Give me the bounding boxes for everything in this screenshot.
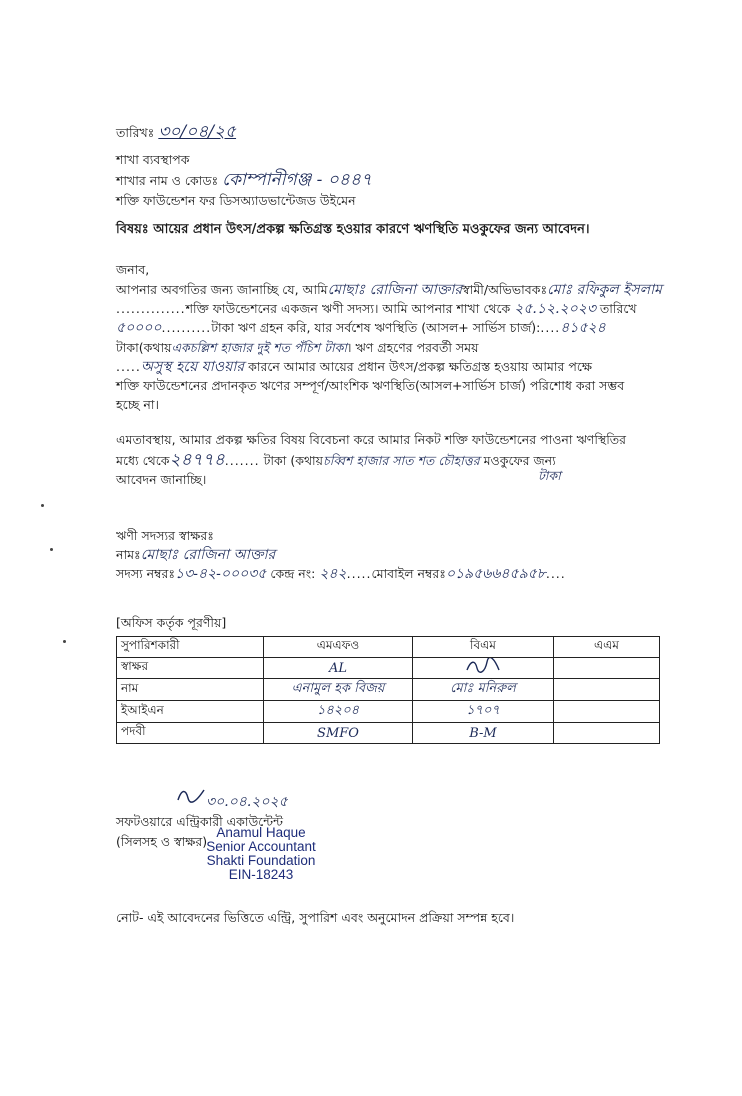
para2-line3: আবেদন জানাচ্ছি। (116, 472, 207, 487)
para1-line3 (116, 320, 606, 336)
para2-text-3: টাকা (কথায় (263, 453, 324, 468)
dots: ..... (116, 359, 141, 374)
date-line (116, 124, 236, 141)
mobile-label: মোবাইল নম্বরঃ (371, 566, 446, 581)
signature-member-line (116, 566, 566, 582)
center-label: কেন্দ্র নং: (270, 566, 316, 581)
dots: .............. (116, 301, 186, 316)
accountant-signature-scribble (176, 786, 206, 806)
guardian-name-hw: মোঃ রফিকুল ইসলাম (547, 282, 662, 298)
am-signature-cell (554, 658, 660, 679)
office-col-bm: বিএম (413, 637, 554, 658)
waive-words-hw: চব্বিশ হাজার সাত শত চৌহাত্তর (323, 453, 480, 468)
para1-line6: শক্তি ফাউন্ডেশনের প্রদানকৃত ঋণের সম্পূর্ণ/আংশিক ঋণস্থিতি(আসল+সার্ভিস চার্জ) পরিশোধ করা সম্ভব (116, 378, 625, 393)
dots: .... (545, 566, 566, 581)
para1-text-4: তারিখে (599, 301, 637, 316)
incident-hw: অসুস্থ হয়ে যাওয়ার (140, 359, 245, 375)
office-col-mfo: এমএফও (264, 637, 413, 658)
mobile-hw: ০১৯৫৬৬৪৫৯৫৮ (445, 566, 546, 582)
office-table-header-row (117, 637, 660, 658)
stamp-line-ein: EIN-18243 (228, 867, 294, 882)
para1-line4 (116, 340, 478, 356)
accountant-date-hw: ৩০.০৪.২০২৫ (206, 794, 288, 810)
stamp-line-title: Senior Accountant (206, 839, 316, 854)
stamp-line-name: Anamul Haque (216, 825, 306, 840)
accountant-stamp (186, 826, 336, 882)
para2-line2 (116, 452, 556, 469)
signature-name-label: নামঃ (116, 547, 141, 562)
salutation: জনাব, (116, 262, 150, 277)
dots: ....... (224, 453, 260, 468)
para2-text-2: মধ্যে থেকে (116, 453, 170, 468)
footer-note: নোট- এই আবেদনের ভিত্তিতে এন্ট্রি, সুপারিশ এবং অনুমোদন প্রক্রিয়া সম্পন্ন হবে। (116, 910, 515, 925)
org-name: শক্তি ফাউন্ডেশন ফর ডিসঅ্যাডভান্টেজড উইমেন (116, 193, 356, 208)
para1-text-7: । ঋণ গ্রহণের পরবর্তী সময় (346, 340, 479, 355)
para1-text-2: স্বামী/অভিভাবকঃ (462, 282, 548, 297)
date-label: তারিখঃ (116, 125, 155, 140)
bm-name-hw: মোঃ মনিরুল (413, 679, 554, 701)
row-label-designation: পদবী (117, 723, 264, 744)
row-label-name: নাম (117, 679, 264, 701)
para1-line7: হচ্ছে না। (116, 397, 159, 412)
bm-designation-hw: B-M (413, 723, 554, 744)
subject: বিষয়ঃ আয়ের প্রধান উৎস/প্রকল্প ক্ষতিগ্রস্ত হওয়ার কারণে ঋণস্থিতি মওকুফের জন্য আবেদন। (116, 222, 590, 237)
bm-signature-scribble (463, 658, 503, 674)
para1-text-1: আপনার অবগতির জন্য জানাচ্ছি যে, আমি (116, 282, 328, 297)
para1-text-8: কারনে আমার আয়ের প্রধান উৎস/প্রকল্প ক্ষতিগ্রস্ত হওয়ায় আমার পক্ষে (248, 359, 592, 374)
scan-dot (41, 504, 44, 507)
row-label-ein: ইআইএন (117, 701, 264, 723)
bm-signature-hw (413, 658, 554, 679)
row-label-signature: স্বাক্ষর (117, 658, 264, 679)
accountant-line2: (সিলসহ ও স্বাক্ষর) (116, 834, 208, 849)
loan-amount-hw: ৫০০০০ (116, 320, 162, 336)
table-row (117, 679, 660, 701)
dots: ..... (346, 566, 372, 581)
signature-name-hw: মোছাঃ রোজিনা আক্তার (140, 547, 276, 563)
bm-ein-hw: ১৭০৭ (413, 701, 554, 723)
office-heading: [অফিস কর্তৃক পূরণীয়] (116, 615, 227, 630)
para1-line2 (116, 301, 637, 317)
member-no-hw: ১৩-৪২-০০০৩৫ (175, 566, 267, 582)
para2-line1: এমতাবস্থায়, আমার প্রকল্প ক্ষতির বিষয় বিবেচনা করে আমার নিকট শক্তি ফাউন্ডেশনের পাওনা ঋণস্থিতির (116, 432, 627, 447)
date-value: ৩০/০৪/২৫ (158, 122, 237, 142)
mfo-ein-hw: ১৪২০৪ (264, 701, 413, 723)
para2-text-4: মওকুফের জন্য (483, 453, 556, 468)
mfo-name-hw: এনামুল হক বিজয় (264, 679, 413, 701)
para1-text-6: টাকা(কথায় (116, 340, 172, 355)
dots: .......... (161, 320, 212, 335)
mfo-designation-hw: SMFO (264, 723, 413, 744)
am-designation-cell (554, 723, 660, 744)
para1-line5 (116, 359, 592, 375)
para1-line1 (116, 282, 662, 298)
scan-dot (50, 548, 53, 551)
manager-line: শাখা ব্যবস্থাপক (116, 152, 190, 167)
mfo-signature-hw: AL (264, 658, 413, 679)
accountant-line1: সফটওয়ারে এন্ট্রিকারী একাউন্টেন্ট (116, 814, 283, 829)
member-name-hw: মোছাঃ রোজিনা আক্তার (327, 282, 463, 298)
member-no-label: সদস্য নম্বরঃ (116, 566, 176, 581)
table-row (117, 701, 660, 723)
office-table (116, 636, 660, 744)
signature-name-line (116, 547, 275, 563)
balance-hw: ৪১৫২৪ (560, 320, 606, 336)
office-col-am: এএম (554, 637, 660, 658)
center-no-hw: ২৪২ (319, 566, 347, 582)
dots: .... (540, 320, 561, 335)
branch-value: কোম্পানীগঞ্জ - ০৪৪৭ (222, 170, 372, 190)
waive-amount-hw: ২৪৭৭৪ (169, 450, 225, 470)
branch-label: শাখার নাম ও কোডঃ (116, 173, 219, 188)
para1-text-5: টাকা ঋণ গ্রহন করি, যার সর্বশেষ ঋণস্থিতি (আসল+ সার্ভিস চার্জ): (211, 320, 541, 335)
table-row (117, 658, 660, 679)
table-row (117, 723, 660, 744)
signature-heading: ঋণী সদস্যর স্বাক্ষরঃ (116, 528, 214, 543)
stamp-line-org: Shakti Foundation (206, 853, 316, 868)
loan-date-hw: ২৫.১২.২০২৩ (514, 301, 596, 317)
para1-text-3: শক্তি ফাউন্ডেশনের একজন ঋণী সদস্য। আমি আপনার শাখা থেকে (185, 301, 511, 316)
am-name-cell (554, 679, 660, 701)
scan-dot (63, 640, 66, 643)
waive-words-hw-2: টাকা (538, 468, 561, 483)
balance-words-hw: একচল্লিশ হাজার দুই শত পঁচিশ টাকা (171, 340, 347, 355)
office-col-recommender: সুপারিশকারী (117, 637, 264, 658)
branch-line (116, 172, 372, 189)
am-ein-cell (554, 701, 660, 723)
